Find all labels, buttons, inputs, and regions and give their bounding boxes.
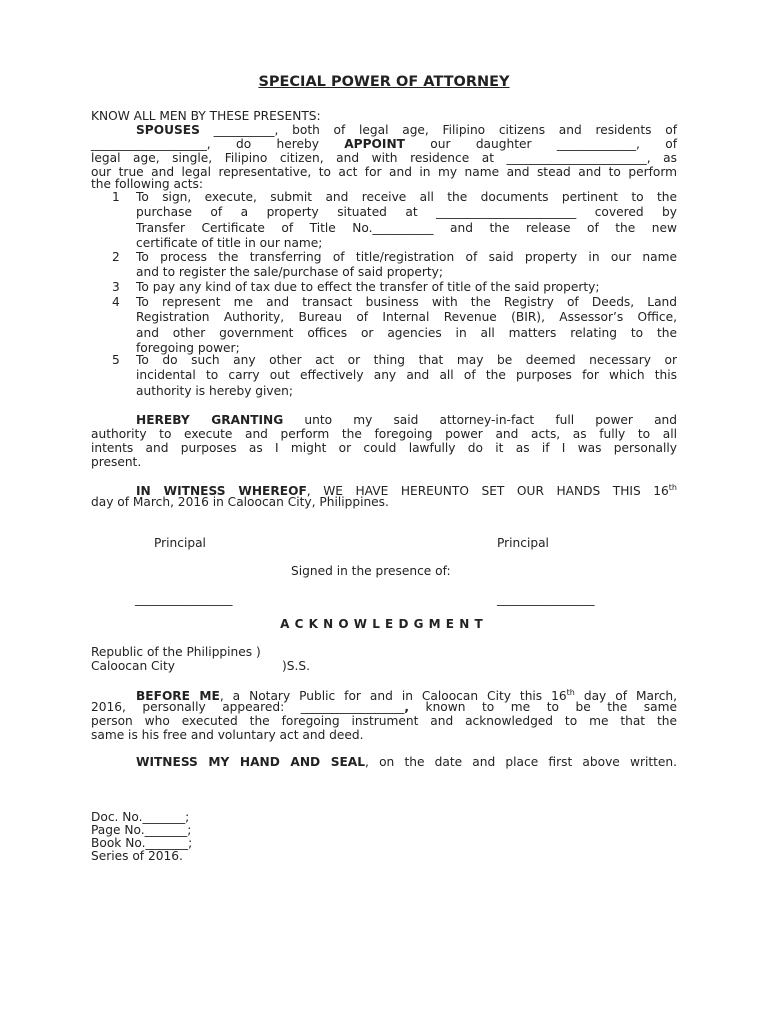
book-no: Book No._______; xyxy=(91,836,193,850)
p1-line-5: the following acts: xyxy=(91,177,203,191)
list-number: 1 xyxy=(112,190,120,204)
list-item-line: To represent me and transact business with the Registry of Deeds, Land xyxy=(136,295,677,309)
intro-line: KNOW ALL MEN BY THESE PRESENTS: xyxy=(91,109,321,123)
in-witness-whereof-label: IN WITNESS WHEREOF xyxy=(136,484,307,499)
p2-line-1: HEREBY GRANTING unto my said attorney-in-fact full power and xyxy=(136,413,677,427)
spouses-label: SPOUSES xyxy=(136,123,200,137)
list-item xyxy=(136,250,677,281)
principal-left-label: Principal xyxy=(154,536,206,550)
list-item-line: To pay any kind of tax due to effect the transfer of title of the said property; xyxy=(136,280,600,294)
page-no: Page No._______; xyxy=(91,823,192,837)
doc-no: Doc. No._______; xyxy=(91,810,190,824)
witness-signature-line-right: ________________ xyxy=(497,592,595,606)
list-item-line: certificate of title in our name; xyxy=(136,236,323,251)
p2-line-4: present. xyxy=(91,455,142,469)
p1-line-4: our true and legal representative, to act for and in my name and stead and to perform xyxy=(91,165,677,179)
list-number: 5 xyxy=(112,353,120,367)
list-item-line: and other government offices or agencies in all matters relating to the xyxy=(136,325,677,340)
witness-signature-line-left: ________________ xyxy=(135,592,233,606)
venue-ss: )S.S. xyxy=(282,659,310,673)
before-me-label: BEFORE ME xyxy=(136,689,220,704)
p3-line-2: day of March, 2016 in Caloocan City, Philippines. xyxy=(91,495,389,509)
list-number: 2 xyxy=(112,250,120,264)
list-item xyxy=(136,353,677,399)
p2-line-3: intents and purposes as I might or could lawfully do it as if I was personally xyxy=(91,441,677,455)
venue-city: Caloocan City xyxy=(91,659,175,673)
hereby-granting-label: HEREBY GRANTING xyxy=(136,413,284,427)
acknowledgment-title: ACKNOWLEDGMENT xyxy=(280,617,488,631)
list-item-line: authority is hereby given; xyxy=(136,383,293,398)
witness-hand-seal-label: WITNESS MY HAND AND SEAL xyxy=(136,755,366,769)
series: Series of 2016. xyxy=(91,849,183,863)
list-item-line: Transfer Certificate of Title No.__________ and the release of the new xyxy=(136,220,677,235)
p4-line-3: person who executed the foregoing instrument and acknowledged to me that the xyxy=(91,714,677,728)
list-item-line: and to register the sale/purchase of said property; xyxy=(136,265,444,280)
p1-line-1: SPOUSES __________, both of legal age, Filipino citizens and residents of xyxy=(136,123,677,137)
list-item-line: foregoing power; xyxy=(136,341,240,356)
p2-line-2: authority to execute and perform the foregoing power and acts, as fully to all xyxy=(91,427,677,441)
list-item xyxy=(136,295,677,357)
p3-line-1: IN WITNESS WHEREOF, WE HAVE HEREUNTO SET OUR HANDS THIS 16th xyxy=(136,483,677,499)
list-item-line: To do such any other act or thing that may be deemed necessary or xyxy=(136,353,677,367)
p1-line-3: legal age, single, Filipino citizen, and with residence at _______________________, as xyxy=(91,151,677,165)
document-title: SPECIAL POWER OF ATTORNEY xyxy=(258,74,510,90)
p4-line-1: BEFORE ME, a Notary Public for and in Caloocan City this 16th day of March, xyxy=(136,688,677,704)
venue-line-1: Republic of the Philippines ) xyxy=(91,645,261,659)
list-number: 3 xyxy=(112,280,120,294)
p5-line: WITNESS MY HAND AND SEAL, on the date and place first above written. xyxy=(136,755,677,769)
p4-line-2: 2016, personally appeared: _________________, known to me to be the same xyxy=(91,700,677,714)
principal-right-label: Principal xyxy=(497,536,549,550)
list-item-line: To process the transferring of title/registration of said property in our name xyxy=(136,250,677,264)
p1-line-2: ___________________, do hereby APPOINT our daughter _____________, of xyxy=(91,137,677,151)
list-item-line: To sign, execute, submit and receive all the documents pertinent to the xyxy=(136,190,677,204)
list-item-line: incidental to carry out effectively any and all of the purposes for which this xyxy=(136,368,677,383)
list-item-line: purchase of a property situated at _______________________ covered by xyxy=(136,205,677,220)
signed-in-presence-label: Signed in the presence of: xyxy=(291,564,451,578)
appoint-label: APPOINT xyxy=(344,137,405,151)
p4-line-4: same is his free and voluntary act and deed. xyxy=(91,728,364,742)
list-item-line: Registration Authority, Bureau of Internal Revenue (BIR), Assessor’s Office, xyxy=(136,310,677,325)
list-item xyxy=(136,280,677,295)
list-number: 4 xyxy=(112,295,120,309)
list-item xyxy=(136,190,677,252)
